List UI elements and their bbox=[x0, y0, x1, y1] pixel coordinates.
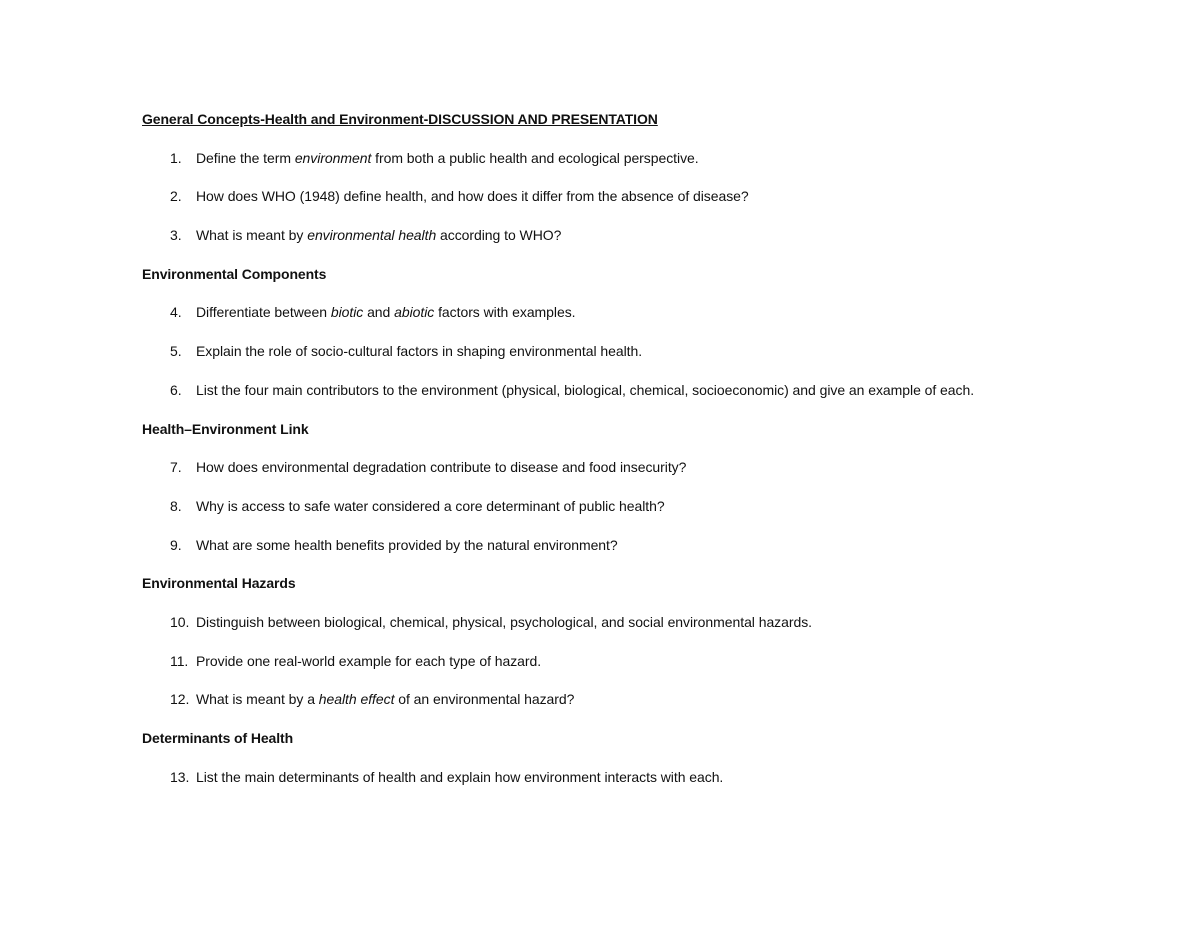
section-block bbox=[142, 419, 1142, 555]
question-item bbox=[142, 186, 1142, 206]
question-item bbox=[142, 457, 1142, 477]
question-item bbox=[142, 689, 1142, 709]
question-item bbox=[142, 341, 1142, 361]
question-number: 13. bbox=[170, 768, 190, 785]
question-text: List the four main contributors to the environment (physical, biological, chemical, socioeconomic) and give an example of each. bbox=[196, 381, 975, 398]
question-item bbox=[142, 380, 1142, 400]
question-item bbox=[142, 148, 1142, 168]
question-item bbox=[142, 225, 1142, 245]
emphasized-term: health effect bbox=[318, 691, 395, 708]
question-list bbox=[142, 302, 1142, 399]
question-item bbox=[142, 302, 1142, 322]
question-number: 1. bbox=[170, 149, 182, 166]
question-text: Provide one real-world example for each type of hazard. bbox=[196, 652, 542, 669]
question-number: 8. bbox=[170, 497, 182, 514]
question-sections bbox=[142, 148, 1142, 787]
question-text: What is meant by a bbox=[196, 691, 319, 708]
section-block bbox=[142, 148, 1142, 245]
question-text: from both a public health and ecological perspective. bbox=[371, 149, 699, 166]
question-text: of an environmental hazard? bbox=[394, 691, 575, 708]
question-item bbox=[142, 535, 1142, 555]
section-heading: Environmental Hazards bbox=[142, 575, 296, 592]
question-text: factors with examples. bbox=[434, 304, 576, 321]
section-heading: Environmental Components bbox=[142, 265, 327, 282]
question-list bbox=[142, 612, 1142, 709]
question-item bbox=[142, 496, 1142, 516]
question-list bbox=[142, 767, 1142, 787]
question-list bbox=[142, 457, 1142, 554]
question-number: 11. bbox=[170, 652, 189, 669]
question-item bbox=[142, 767, 1142, 787]
emphasized-term: environmental health bbox=[307, 227, 437, 244]
section-block bbox=[142, 728, 1142, 787]
question-text: How does WHO (1948) define health, and how does it differ from the absence of disease? bbox=[196, 188, 749, 205]
section-block bbox=[142, 573, 1142, 709]
question-number: 6. bbox=[170, 381, 182, 398]
question-text: How does environmental degradation contribute to disease and food insecurity? bbox=[196, 459, 687, 476]
question-text: List the main determinants of health and explain how environment interacts with each. bbox=[196, 768, 724, 785]
question-number: 3. bbox=[170, 227, 182, 244]
question-number: 4. bbox=[170, 304, 182, 321]
question-text: Define the term bbox=[196, 149, 295, 166]
question-number: 12. bbox=[170, 691, 190, 708]
question-number: 2. bbox=[170, 188, 182, 205]
emphasized-term: abiotic bbox=[394, 304, 435, 321]
question-text: and bbox=[363, 304, 395, 321]
question-text: according to WHO? bbox=[436, 227, 562, 244]
emphasized-term: environment bbox=[294, 149, 372, 166]
section-heading: Health–Environment Link bbox=[142, 420, 309, 437]
section-block bbox=[142, 264, 1142, 400]
document-title: General Concepts-Health and Environment-DISCUSSION AND PRESENTATION bbox=[142, 111, 658, 127]
document-body bbox=[142, 109, 1142, 787]
question-item bbox=[142, 612, 1142, 632]
question-text: Distinguish between biological, chemical, physical, psychological, and social environmental hazards. bbox=[196, 613, 812, 630]
question-number: 5. bbox=[170, 343, 182, 360]
question-list bbox=[142, 148, 1142, 245]
question-item bbox=[142, 651, 1142, 671]
question-text: What is meant by bbox=[196, 227, 308, 244]
question-text: Why is access to safe water considered a core determinant of public health? bbox=[196, 497, 665, 514]
question-text: Differentiate between bbox=[196, 304, 331, 321]
section-heading: Determinants of Health bbox=[142, 730, 294, 746]
question-number: 10. bbox=[170, 613, 190, 630]
question-number: 7. bbox=[170, 459, 182, 476]
question-number: 9. bbox=[170, 536, 182, 553]
emphasized-term: biotic bbox=[330, 304, 364, 321]
question-text: What are some health benefits provided by the natural environment? bbox=[196, 536, 618, 553]
question-text: Explain the role of socio-cultural factors in shaping environmental health. bbox=[196, 343, 643, 360]
